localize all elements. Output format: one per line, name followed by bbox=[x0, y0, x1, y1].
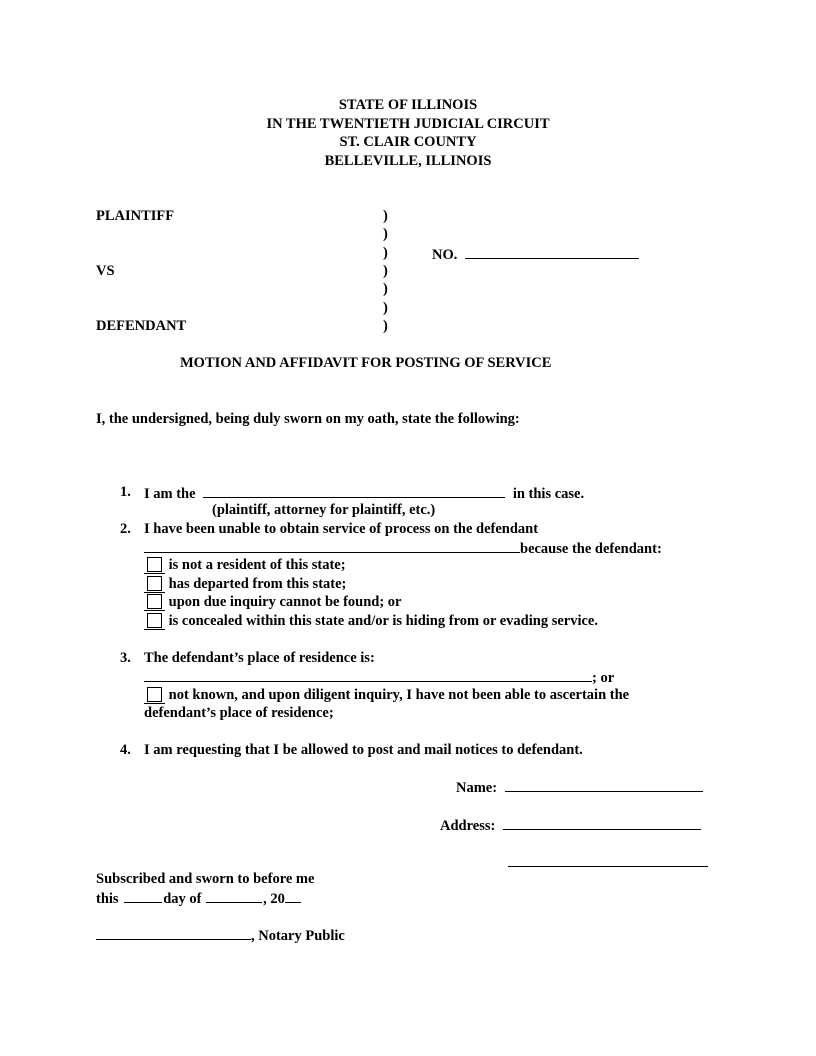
caption-paren: ) bbox=[383, 245, 388, 261]
option-row bbox=[144, 612, 598, 630]
day-field[interactable] bbox=[124, 888, 162, 903]
not-resident-checkbox[interactable] bbox=[147, 557, 162, 572]
header-city: BELLEVILLE, ILLINOIS bbox=[324, 153, 492, 169]
year-field[interactable] bbox=[285, 888, 301, 903]
case-number-row bbox=[432, 244, 639, 264]
residence-row bbox=[144, 667, 614, 687]
option-row bbox=[144, 686, 629, 704]
item-1-number: 1. bbox=[120, 484, 131, 500]
item-4-number: 4. bbox=[120, 742, 131, 758]
header-county: ST. CLAIR COUNTY bbox=[339, 134, 477, 150]
notary-this: this bbox=[96, 891, 119, 907]
cannot-be-found-checkbox[interactable] bbox=[147, 594, 162, 609]
address-field[interactable] bbox=[503, 815, 701, 830]
address-field-2[interactable] bbox=[508, 852, 708, 867]
option-label: is not a resident of this state; bbox=[168, 557, 346, 573]
option-label: has departed from this state; bbox=[168, 576, 347, 592]
item-3-number: 3. bbox=[120, 650, 131, 666]
caption-paren: ) bbox=[383, 300, 388, 316]
vs-label: VS bbox=[96, 263, 115, 279]
caption-paren: ) bbox=[383, 208, 388, 224]
option-label: is concealed within this state and/or is hiding from or evading service. bbox=[168, 613, 598, 629]
notary-public-row bbox=[96, 925, 345, 945]
name-row bbox=[456, 777, 703, 797]
departed-checkbox[interactable] bbox=[147, 576, 162, 591]
header-circuit: IN THE TWENTIETH JUDICIAL CIRCUIT bbox=[266, 116, 550, 132]
option-row bbox=[144, 556, 346, 574]
address-label: Address: bbox=[440, 818, 496, 834]
plaintiff-label: PLAINTIFF bbox=[96, 208, 175, 224]
service-attempt-field[interactable] bbox=[144, 538, 520, 553]
item-2-number: 2. bbox=[120, 521, 131, 537]
item-3-or: ; or bbox=[592, 670, 615, 686]
option-label: upon due inquiry cannot be found; or bbox=[168, 594, 402, 610]
name-label: Name: bbox=[456, 780, 498, 796]
caption-paren: ) bbox=[383, 281, 388, 297]
option-label: not known, and upon diligent inquiry, I have not been able to ascertain the bbox=[168, 687, 630, 703]
item-2-text: I have been unable to obtain service of process on the defendant bbox=[144, 521, 539, 537]
header-state: STATE OF ILLINOIS bbox=[338, 97, 478, 113]
caption-paren: ) bbox=[383, 318, 388, 334]
concealed-checkbox[interactable] bbox=[147, 613, 162, 628]
item-1-prefix: I am the bbox=[144, 486, 196, 502]
name-field[interactable] bbox=[505, 777, 703, 792]
case-number-field[interactable] bbox=[465, 244, 639, 259]
option-row bbox=[144, 593, 402, 611]
case-number-label: NO. bbox=[432, 247, 458, 263]
item-1-row bbox=[144, 483, 584, 503]
address-line-2-row bbox=[508, 852, 708, 872]
notary-public-label: , Notary Public bbox=[251, 928, 345, 944]
option-row bbox=[144, 575, 346, 593]
notary-year: , 20 bbox=[263, 891, 285, 907]
month-field[interactable] bbox=[206, 888, 262, 903]
intro-text: I, the undersigned, being duly sworn on my oath, state the following: bbox=[96, 411, 520, 427]
item-1-hint: (plaintiff, attorney for plaintiff, etc.) bbox=[212, 502, 436, 518]
address-row bbox=[440, 815, 701, 835]
defendant-label: DEFENDANT bbox=[96, 318, 187, 334]
item-3-option-continued: defendant’s place of residence; bbox=[144, 705, 334, 721]
notary-signature-field[interactable] bbox=[96, 925, 251, 940]
notary-day-of: day of bbox=[163, 891, 202, 907]
role-field[interactable] bbox=[203, 483, 505, 498]
item-2-because-row bbox=[144, 538, 662, 558]
caption-paren: ) bbox=[383, 263, 388, 279]
item-4-text: I am requesting that I be allowed to post and mail notices to defendant. bbox=[144, 742, 583, 758]
item-1-suffix: in this case. bbox=[512, 486, 585, 502]
item-3-text: The defendant’s place of residence is: bbox=[144, 650, 375, 666]
residence-unknown-checkbox[interactable] bbox=[147, 687, 162, 702]
document-title: MOTION AND AFFIDAVIT FOR POSTING OF SERVICE bbox=[180, 355, 552, 371]
residence-field[interactable] bbox=[144, 667, 592, 682]
item-2-because: because the defendant: bbox=[520, 541, 662, 557]
notary-date-row bbox=[96, 888, 301, 908]
notary-subscribed: Subscribed and sworn to before me bbox=[96, 871, 315, 887]
caption-paren: ) bbox=[383, 226, 388, 242]
